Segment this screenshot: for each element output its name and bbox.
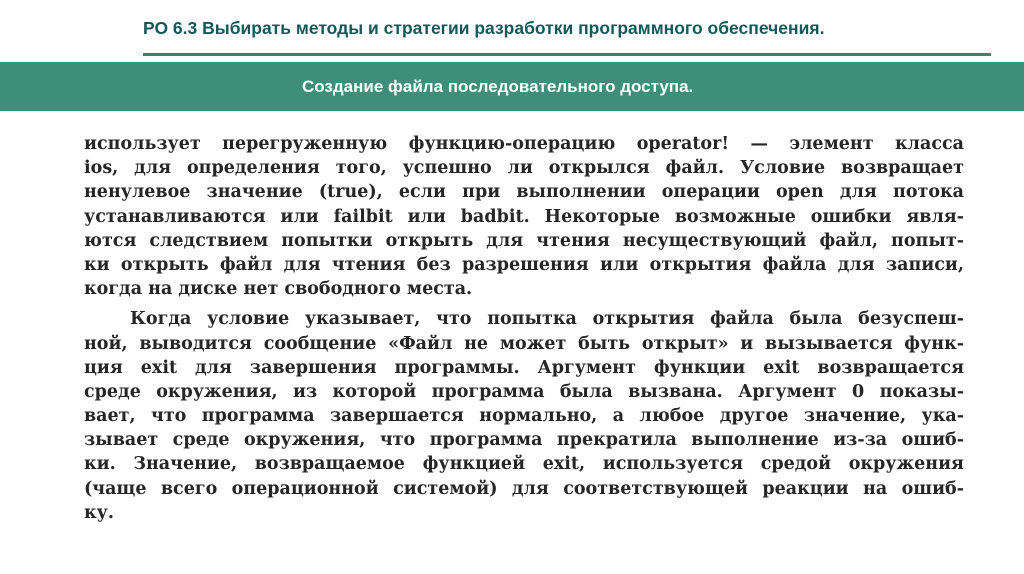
text-line: устанавливаются или failbit или badbit. Некоторые возможные ошибки явля- <box>84 206 964 227</box>
text-line: ненулевое значение (true), если при выполнении операции open для потока <box>84 182 964 203</box>
section-banner <box>0 62 1024 111</box>
text-line: ку. <box>84 502 114 523</box>
text-line: когда на диске нет свободного места. <box>84 279 473 300</box>
text-line: ки открыть файл для чтения без разрешения или открытия файла для записи, <box>84 254 964 275</box>
text-line: ются следствием попытки открыть для чтения несуществующий файл, попыт- <box>84 230 964 251</box>
paragraph-2 <box>84 307 964 525</box>
text-line: ios, для определения того, успешно ли открылся файл. Условие возвращает <box>84 158 964 179</box>
text-line: ки. Значение, возвращаемое функцией exit, используется средой окружения <box>84 454 964 475</box>
title-divider <box>143 53 991 56</box>
text-line: ция exit для завершения программы. Аргумент функции exit возвращается <box>84 357 964 378</box>
text-line: ной, выводится сообщение «Файл не может быть открыт» и вызывается функ- <box>84 333 964 354</box>
slide-title: РО 6.3 Выбирать методы и стратегии разработки программного обеспечения. <box>143 18 825 38</box>
text-line: Когда условие указывает, что попытка открытия файла была безуспеш- <box>130 309 964 330</box>
text-line: (чаще всего операционной системой) для соответствующей реакции на ошиб- <box>84 478 964 499</box>
text-line: среде окружения, из которой программа была вызвана. Аргумент 0 показы- <box>84 381 964 402</box>
text-line: зывает среде окружения, что программа прекратила выполнение из-за ошиб- <box>84 430 964 451</box>
banner-subtitle: Создание файла последовательного доступа. <box>302 77 694 96</box>
text-line: вает, что программа завершается нормально, а любое другое значение, ука- <box>84 406 964 427</box>
text-line: использует перегруженную функцию-операцию operator! — элемент класса <box>84 134 964 154</box>
book-page-text <box>84 132 964 525</box>
paragraph-1 <box>84 132 964 301</box>
